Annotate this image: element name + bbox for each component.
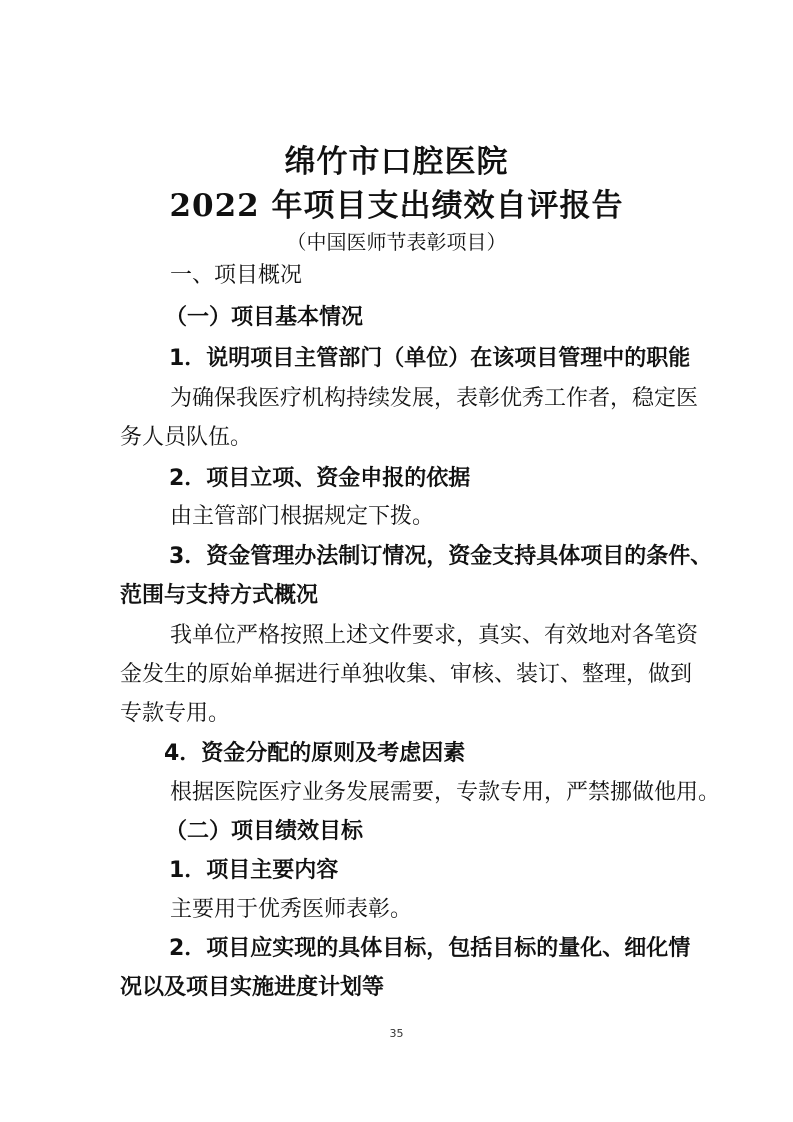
- document-subtitle: （中国医师节表彰项目）: [286, 230, 507, 254]
- paragraph-line: 专款专用。: [120, 701, 231, 726]
- subsection-heading-performance-goals: （二）项目绩效目标: [165, 819, 364, 844]
- paragraph-line: 由主管部门根据规定下拨。: [170, 504, 435, 529]
- item-heading-3: 3．资金管理办法制订情况，资金支持具体项目的条件、: [169, 544, 713, 569]
- paragraph-line: 我单位严格按照上述文件要求，真实、有效地对各笔资: [170, 623, 699, 648]
- paragraph-line: 根据医院医疗业务发展需要，专款专用，严禁挪做他用。: [170, 780, 721, 805]
- item-heading-3-cont: 范围与支持方式概况: [120, 583, 319, 608]
- item-heading-specific-goals: 2．项目应实现的具体目标，包括目标的量化、细化情: [169, 936, 691, 961]
- item-heading-specific-goals-cont: 况以及项目实施进度计划等: [120, 975, 385, 1000]
- item-heading-1: 1．说明项目主管部门（单位）在该项目管理中的职能: [169, 346, 691, 371]
- section-heading-overview: 一、项目概况: [170, 263, 303, 288]
- paragraph-line: 主要用于优秀医师表彰。: [170, 897, 413, 922]
- paragraph-line: 为确保我医疗机构持续发展，表彰优秀工作者，稳定医: [170, 386, 699, 411]
- document-title-line-2: 2022 年项目支出绩效自评报告: [169, 188, 624, 224]
- document-title-line-1: 绵竹市口腔医院: [284, 144, 509, 180]
- item-heading-2: 2．项目立项、资金申报的依据: [169, 466, 471, 491]
- paragraph-line: 务人员队伍。: [120, 425, 253, 450]
- page-number: 35: [389, 1027, 404, 1040]
- paragraph-line: 金发生的原始单据进行单独收集、审核、装订、整理，做到: [120, 662, 693, 687]
- item-heading-main-content: 1．项目主要内容: [169, 858, 339, 883]
- subsection-heading-basic-info: （一）项目基本情况: [165, 305, 364, 330]
- item-heading-4: 4．资金分配的原则及考虑因素: [164, 741, 466, 766]
